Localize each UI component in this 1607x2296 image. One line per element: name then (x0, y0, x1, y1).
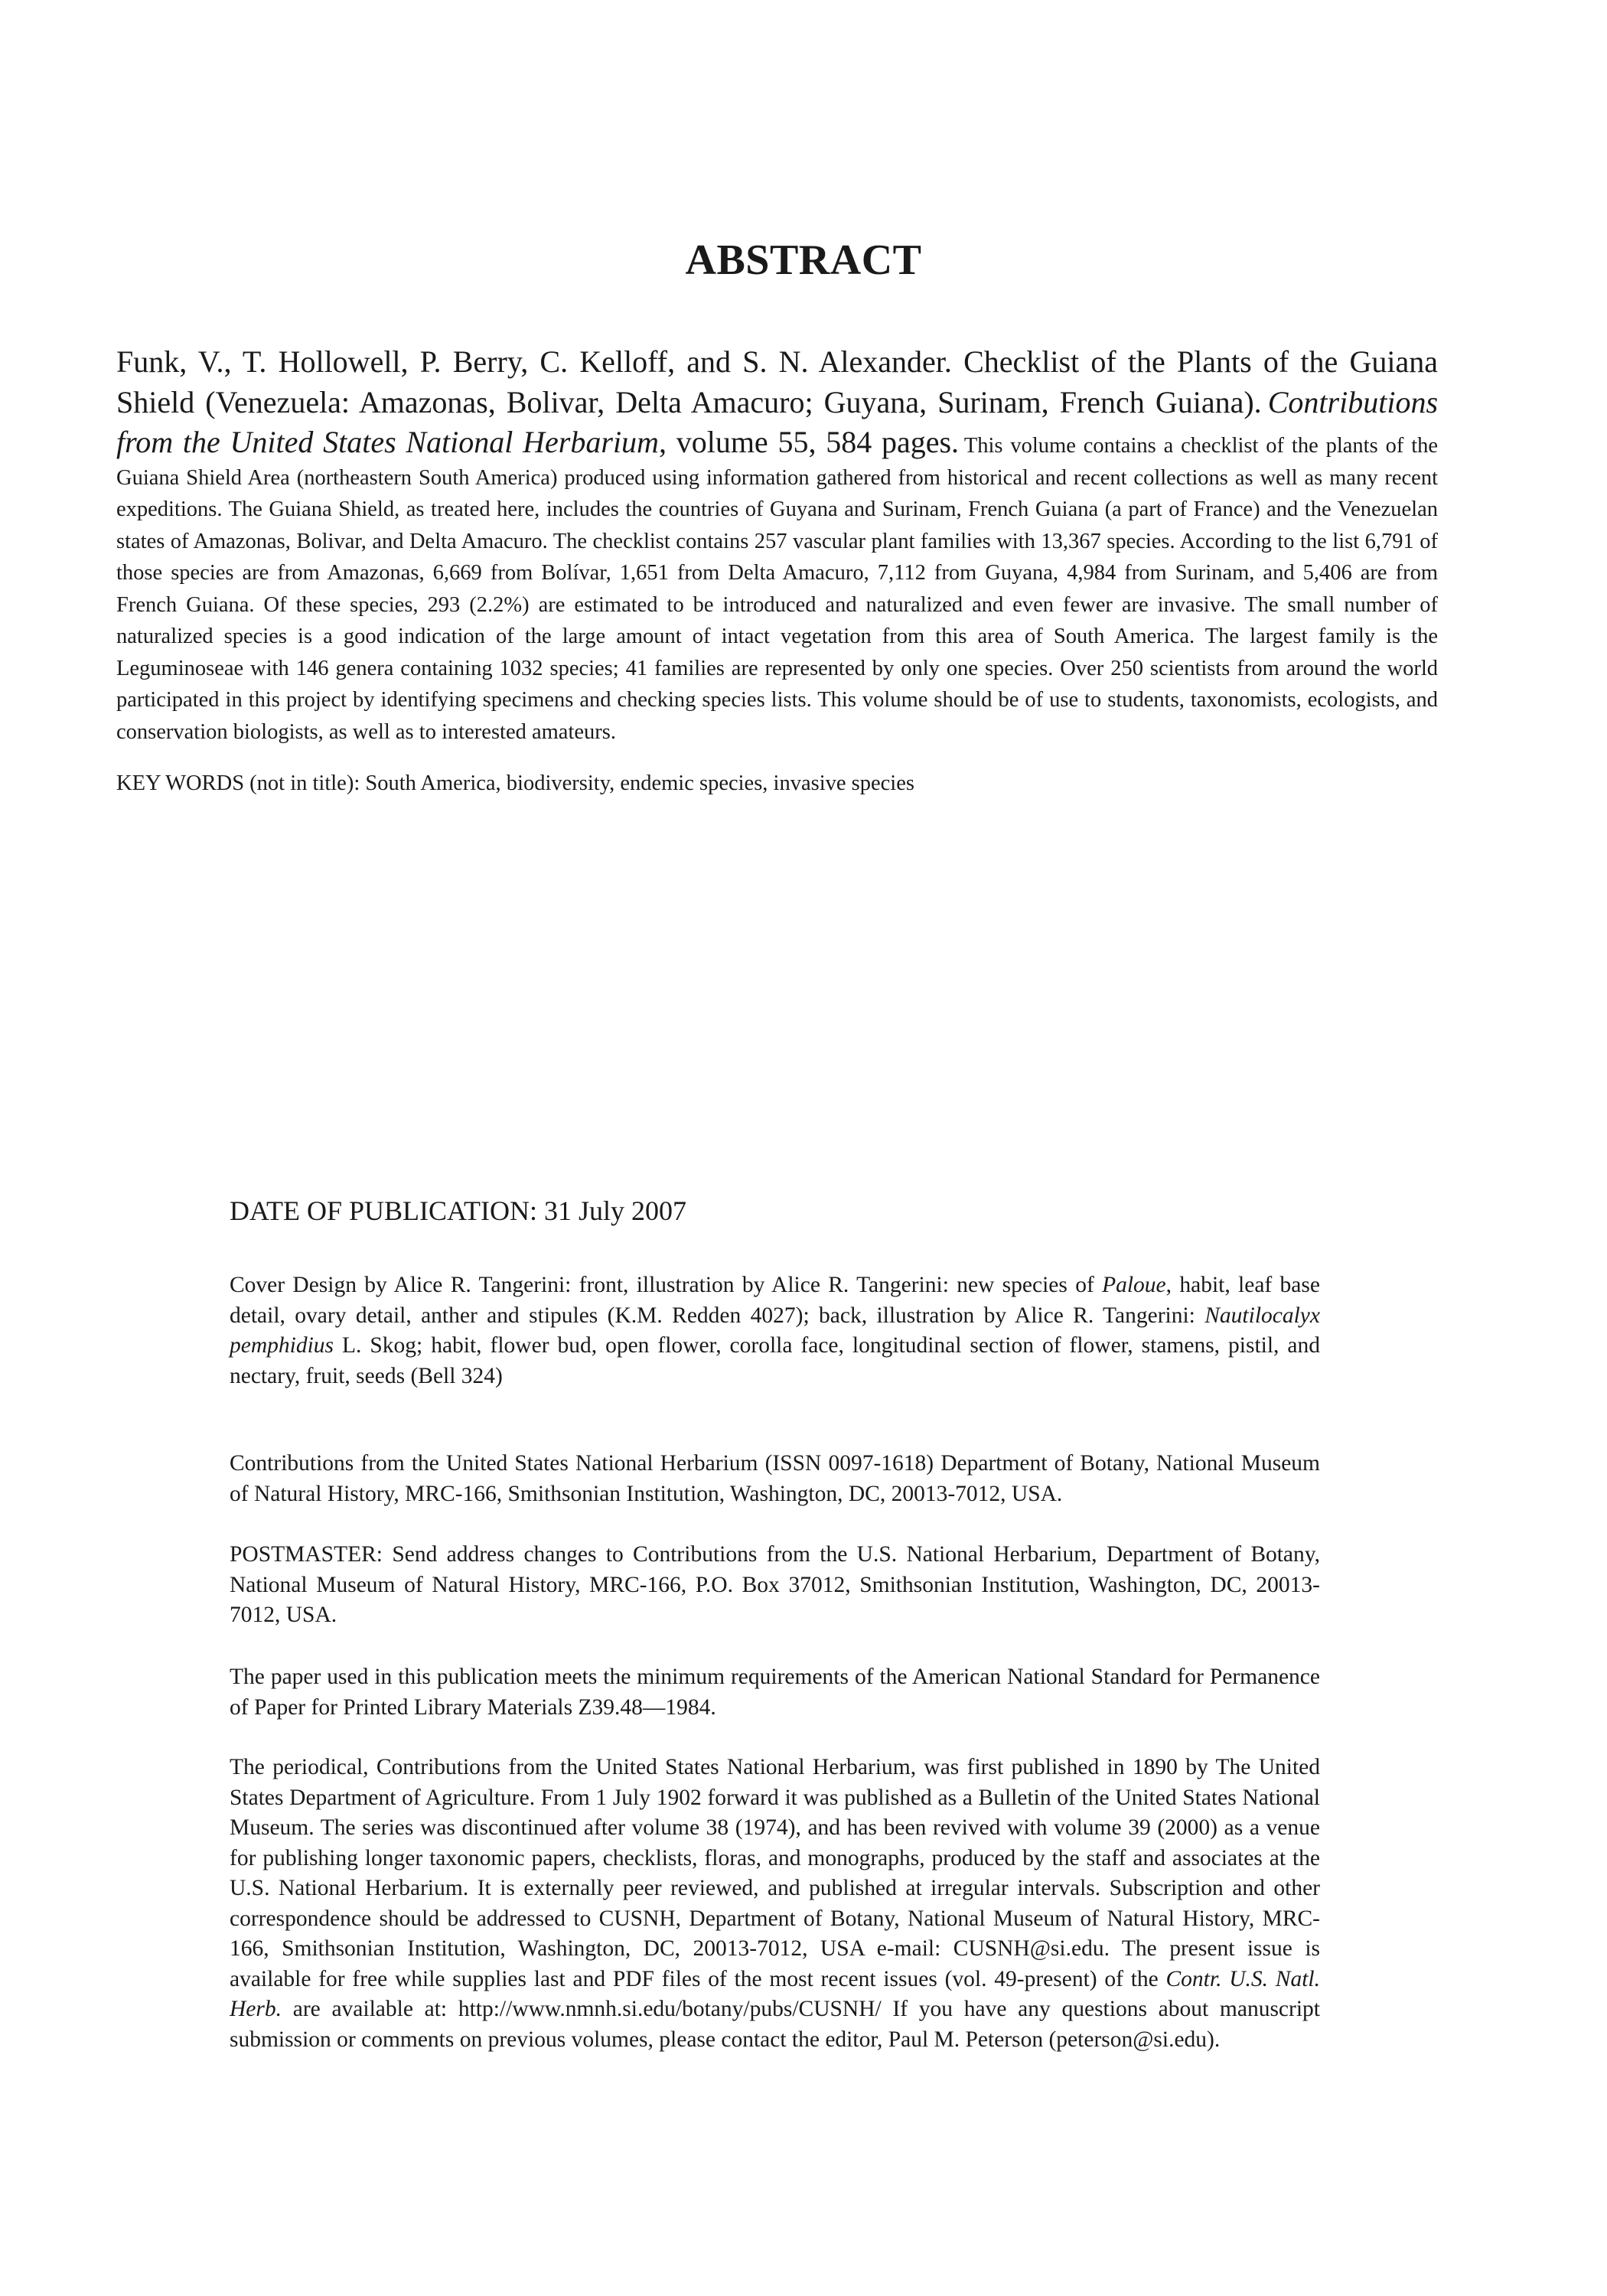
periodical-text-2: are available at: http://www.nmnh.si.edu/botany/pubs/CUSNH/ If you have any questions about manuscript submission or comments on previous volumes, please contact the editor, Paul M. Peterson (peterson@si.edu). (230, 1997, 1320, 2052)
periodical-journal-abbrev: Contr. U.S. Natl. Herb. (230, 1966, 1320, 2021)
keywords: KEY WORDS (not in title): South America, biodiversity, endemic species, invasive species (116, 771, 914, 795)
cover-design-genus: Paloue (1102, 1273, 1166, 1297)
cover-design-text-1: Cover Design by Alice R. Tangerini: front, illustration by Alice R. Tangerini: new species of (230, 1273, 1103, 1297)
cover-design-species: Nautilocalyx pemphidius (230, 1303, 1320, 1358)
abstract-paragraph (116, 343, 1438, 749)
postmaster-notice: POSTMASTER: Send address changes to Contributions from the U.S. National Herbarium, Department of Botany, National Museum of Natural History, MRC-166, P.O. Box 37012, Smithsonian Institution, Washington, DC, 20013-7012, USA. (230, 1542, 1320, 1627)
page-title: ABSTRACT (685, 236, 922, 284)
citation-volume-pages: , volume 55, 584 pages. (658, 425, 960, 459)
periodical-history (230, 1753, 1320, 2055)
paper-standard-notice: The paper used in this publication meets the minimum requirements of the American National Standard for Permanence of Paper for Printed Library Materials Z39.48—1984. (230, 1665, 1320, 1720)
contributions-info: Contributions from the United States National Herbarium (ISSN 0097-1618) Department of Botany, National Museum of Natural History, MRC-166, Smithsonian Institution, Washington, DC, 20013-7012, USA. (230, 1451, 1320, 1506)
citation-journal: Contributions from the United States National Herbarium (116, 384, 1439, 459)
periodical-text-1: The periodical, Contributions from the United States National Herbarium, was first published in 1890 by The United States Department of Agriculture. From 1 July 1902 forward it was published as a Bulletin of the United States National Museum. The series was discontinued after volume 38 (1974), and has been revived with volume 39 (2000) as a venue for publishing longer taxonomic papers, checklists, floras, and monographs, produced by the staff and associates at the U.S. National Herbarium. It is externally peer reviewed, and published at irregular intervals. Subscription and other correspondence should be addressed to CUSNH, Department of Botany, National Museum of Natural History, MRC-166, Smithsonian Institution, Washington, DC, 20013-7012, USA e-mail: CUSNH@si.edu. The present issue is available for free while supplies last and PDF files of the most recent issues (vol. 49-present) of the (230, 1755, 1320, 1991)
cover-design-text-3: L. Skog; habit, flower bud, open flower, corolla face, longitudinal section of flower, stamens, pistil, and nectary, fruit, seeds (Bell 324) (230, 1333, 1320, 1388)
cover-design-credit (230, 1270, 1320, 1391)
date-of-publication: DATE OF PUBLICATION: 31 July 2007 (230, 1195, 687, 1226)
abstract-body: This volume contains a checklist of the plants of the Guiana Shield Area (northeastern South America) produced using information gathered from historical and recent collections as well as many recent expeditions. The Guiana Shield, as treated here, includes the countries of Guyana and Surinam, French Guiana (a part of France) and the Venezuelan states of Amazonas, Bolivar, and Delta Amacuro. The checklist contains 257 vascular plant families with 13,367 species. According to the list 6,791 of those species are from Amazonas, 6,669 from Bolívar, 1,651 from Delta Amacuro, 7,112 from Guyana, 4,984 from Surinam, and 5,406 are from French Guiana. Of these species, 293 (2.2%) are estimated to be introduced and naturalized and even fewer are invasive. The small number of naturalized species is a good indication of the large amount of intact vegetation from this area of South America. The largest family is the Leguminoseae with 146 genera containing 1032 species; 41 families are represented by only one species. Over 250 scientists from around the world participated in this project by identifying specimens and checking species lists. This volume should be of use to students, taxonomists, ecologists, and conservation biologists, as well as to interested amateurs. (116, 434, 1439, 744)
citation-authors-title: Funk, V., T. Hollowell, P. Berry, C. Kelloff, and S. N. Alexander. Checklist of the Plants of the Guiana Shield (Venezuela: Amazonas, Bolivar, Delta Amacuro; Guyana, Surinam, French Guiana). (116, 344, 1438, 419)
cover-design-text-2: , habit, leaf base detail, ovary detail, anther and stipules (K.M. Redden 4027); back, illustration by Alice R. Tangerini: (230, 1273, 1320, 1328)
